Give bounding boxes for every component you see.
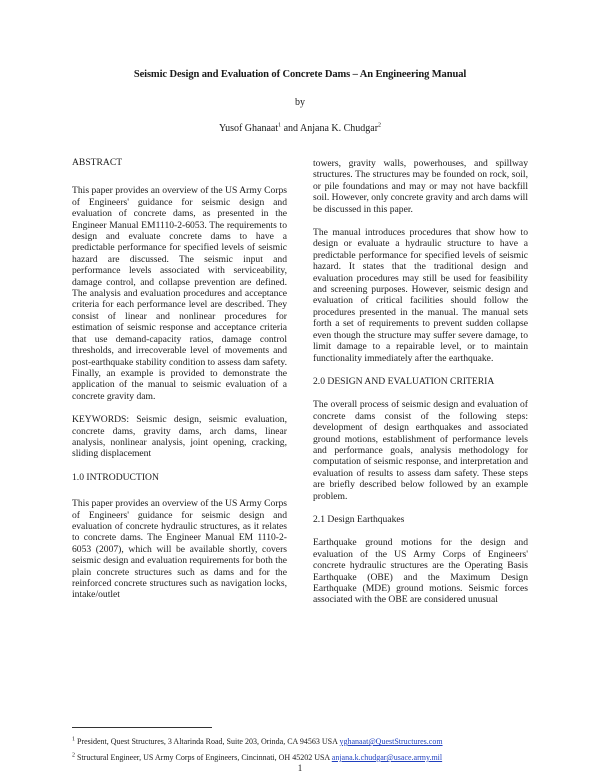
abstract-paragraph: This paper provides an overview of the US Army Corps of Engineers' guidance for seismic design and evaluation of concrete dams, as presented in the Engineer Manual EM1110-2-6053. The requirements to design and evaluate concrete dams to have a predictable performance for specified levels of seismic hazard are discussed. The seismic input and performance levels associated with serviceability, damage control, and collapse prevention are defined. The analysis and evaluation procedures and acceptance criteria for each performance level are described. They consist of linear and nonlinear procedures for estimation of seismic response and acceptance criteria that use demand-capacity ratios, damage control thresholds, and irrecoverable level of movements and post-earthquake stability condition to assess dam safety. Finally, an example is provided to demonstrate the application of the manual to seismic evaluation of a concrete gravity dam. — [72, 185, 287, 402]
footnote-2-text: Structural Engineer, US Army Corps of Engineers, Cincinnati, OH 45202 USA — [75, 753, 332, 762]
footnote-1 — [72, 737, 542, 747]
right-column — [313, 158, 528, 606]
footnote-1-email-link[interactable]: yghanaat@QuestStructures.com — [339, 737, 443, 746]
author-line — [0, 123, 600, 134]
author-1: Yusof Ghanaat — [218, 123, 279, 134]
manual-paragraph: The manual introduces procedures that show how to design or evaluate a hydraulic structure to have a predictable performance for specified levels of seismic hazard. It states that the traditional design and evaluation procedures may still be used for feasibility and screening purposes. However, seismic design and evaluation of critical facilities should follow the procedures presented in the manual. The manual sets forth a set of requirements to prevent sudden collapse even though the structure may suffer severe damage, to limit damage to a repairable level, or to maintain functionality immediately after the earthquake. — [313, 227, 528, 364]
footnote-2-mark: 2 — [72, 752, 75, 759]
author-2: Anjana K. Chudgar — [300, 123, 379, 134]
footnote-1-text: President, Quest Structures, 3 Altarinda Road, Suite 203, Orinda, CA 94563 USA — [75, 737, 340, 746]
introduction-heading: 1.0 INTRODUCTION — [72, 471, 159, 483]
design-earthquakes-paragraph: Earthquake ground motions for the design and evaluation of the US Army Corps of Engineers' concrete hydraulic structures are the Operating Basis Earthquake (OBE) and the Maximum Design Earthquake (MDE) ground motions. Seismic forces associated with the OBE are considered unusual — [313, 537, 528, 606]
author-2-footnote-mark: 2 — [378, 122, 382, 129]
paper-title: Seismic Design and Evaluation of Concrete Dams – An Engineering Manual — [133, 69, 467, 80]
abstract-heading: ABSTRACT — [72, 157, 123, 168]
page-number: 1 — [297, 763, 303, 773]
left-column — [72, 157, 287, 601]
introduction-paragraph: This paper provides an overview of the US Army Corps of Engineers' guidance for seismic design and evaluation of concrete hydraulic structures, as it relates to concrete dams. The Engineer Manual EM 1110-2-6053 (2007), which will be available shortly, covers seismic design and evaluation requirements for both the plain concrete structures such as dams and for the reinforced concrete structures such as navigation locks, intake/outlet — [72, 498, 287, 601]
keywords-paragraph: KEYWORDS: Seismic design, seismic evaluation, concrete dams, gravity dams, arch dams, linear analysis, nonlinear analysis, joint opening, cracking, sliding displacement — [72, 414, 287, 460]
criteria-heading: 2.0 DESIGN AND EVALUATION CRITERIA — [313, 375, 495, 387]
footnote-2 — [72, 753, 542, 763]
footnote-2-email-link[interactable]: anjana.k.chudgar@usace.army.mil — [331, 753, 443, 762]
footnote-1-mark: 1 — [72, 736, 75, 743]
author-conjunction: and — [281, 123, 300, 134]
design-earthquakes-heading: 2.1 Design Earthquakes — [313, 513, 405, 525]
author-1-footnote-mark: 1 — [278, 122, 282, 129]
introduction-continued-paragraph: towers, gravity walls, powerhouses, and spillway structures. The structures may be founded on rock, soil, or pile foundations and may or may not have backfill soil. However, only concrete gravity and arch dams will be discussed in this paper. — [313, 158, 528, 215]
by-line: by — [295, 97, 305, 108]
footnote-separator — [72, 727, 212, 728]
criteria-paragraph: The overall process of seismic design and evaluation of concrete dams consist of the following steps: development of design earthquakes and associated ground motions, establishment of performance levels and performance goals, analysis methodology for computation of seismic response, and interpretation and evaluation of results to assess dam safety. These steps are briefly described below followed by an example problem. — [313, 399, 528, 502]
